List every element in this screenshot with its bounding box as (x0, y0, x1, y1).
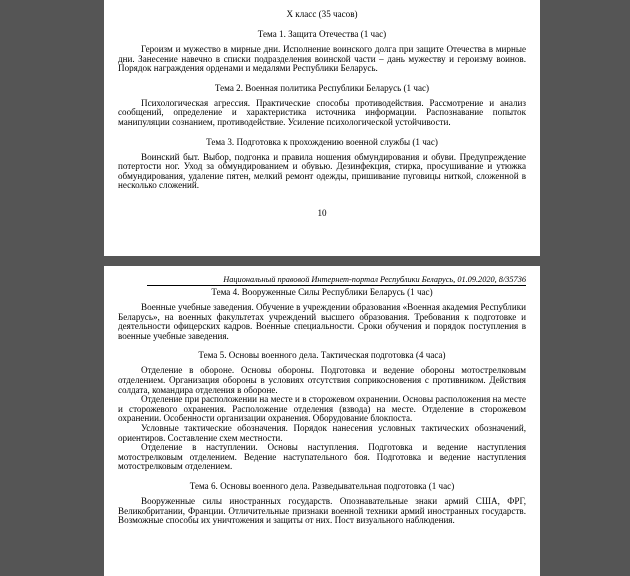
topic-heading-6: Тема 6. Основы военного дела. Разведывательная подготовка (1 час) (189, 480, 455, 491)
topic-heading-3: Тема 3. Подготовка к прохождению военной службы (1 час) (206, 136, 438, 147)
document-page-2 (104, 266, 540, 576)
topic-5-paragraph-1: Отделение в обороне. Основы обороны. Подготовка и ведение обороны мотострелковым отделением. Организация обороны в условиях отсутствия соприкосновения с противником. Действия солдата, командира отделения в обороне. (118, 365, 526, 395)
topic-heading-4: Тема 4. Вооруженные Силы Республики Беларусь (1 час) (211, 287, 433, 297)
page-number: 10 (317, 207, 327, 218)
page-title: X класс (35 часов) (286, 9, 358, 19)
topic-5-paragraph-3: Условные тактические обозначения. Порядок нанесения условных тактических обозначений, ориентиров. Составление схем местности. (118, 422, 526, 443)
page-2-content (104, 287, 540, 526)
document-page-1 (104, 0, 540, 256)
page-header-portal: Национальный правовой Интернет-портал Республики Беларусь, 01.09.2020, 8/35736 (147, 266, 526, 286)
topic-1-paragraph-1: Героизм и мужество в мирные дни. Исполнение воинского долга при защите Отечества в мирные дни. Занесение навечно в списки подразделения воинской части – дань мужеству и героизму воинов. Порядок награждения орденами и медалями Республики Беларусь. (118, 44, 526, 74)
topic-4-paragraph-1: Военные учебные заведения. Обучение в учреждении образования «Военная академия Республики Беларусь», на военных факультетах учреждений высшего образования. Требования к подготовке и деятельности офицерских кадров. Военные специальности. Сроки обучения и порядок поступления в военные учебные заведения. (118, 302, 526, 341)
topic-heading-5: Тема 5. Основы военного дела. Тактическая подготовка (4 часа) (198, 350, 446, 361)
topic-heading-2: Тема 2. Военная политика Республики Беларусь (1 час) (214, 82, 430, 93)
topic-5-paragraph-4: Отделение в наступлении. Основы наступления. Подготовка и ведение наступления мотострелковым отделением. Ведение наступательного боя. Подготовка и ведение наступления мотострелковым отделением. (118, 442, 526, 472)
page-1-content (104, 0, 540, 219)
topic-6-paragraph-1: Вооруженные силы иностранных государств. Опознавательные знаки армий США, ФРГ, Великобритании, Франции. Отличительные признаки военной техники армий иностранных государств. Возможные способы их уничтожения и защиты от них. Пост визуального наблюдения. (118, 495, 526, 526)
topic-2-paragraph-1: Психологическая агрессия. Практические способы противодействия. Рассмотрение и анализ сообщений, определение и характеристика источника информации. Распознавание попыток манипуляции сознанием, противодействие. Усиление психологической устойчивости. (118, 97, 526, 127)
topic-5-paragraph-2: Отделение при расположении на месте и в сторожевом охранении. Основы расположения на месте и сторожевого охранения. Расположение отделения (взвода) на месте. Отделение в сторожевом охранении. Особенности организации охранения. Оборудование блокпоста. (118, 394, 526, 424)
topic-3-paragraph-1: Воинский быт. Выбор, подгонка и правила ношения обмундирования и обуви. Предупреждение потертости ног. Уход за обмундированием и обувью. Дезинфекция, стирка, просушивание и утюжка обмундирования, удаление пятен, мелкий ремонт одежды, пришивание пуговицы ниткой, сложенной в несколько сложений. (118, 151, 526, 191)
topic-heading-1: Тема 1. Защита Отечества (1 час) (257, 29, 387, 39)
page-header-wrap (104, 266, 540, 286)
